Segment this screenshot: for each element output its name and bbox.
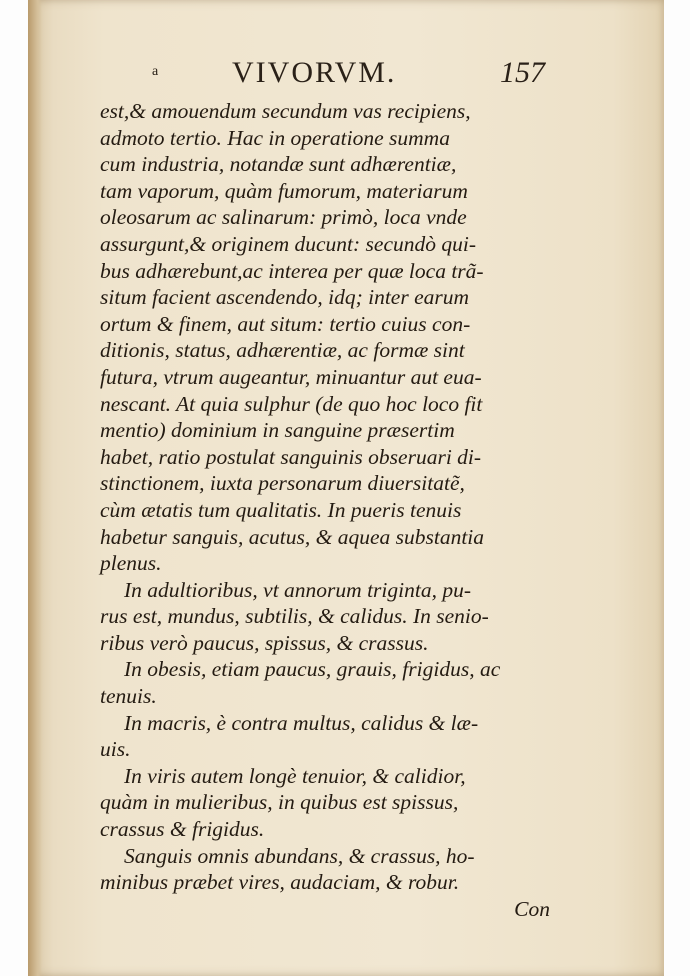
text-line: bus adhærebunt,ac interea per quæ loca trã- [100, 258, 484, 283]
text-block [100, 98, 550, 922]
page-number: 157 [500, 56, 545, 89]
paragraph-start-line: In macris, è contra multus, calidus & læ- [124, 710, 479, 735]
paragraph-start-line: In viris autem longè tenuior, & calidior, [124, 763, 466, 788]
text-line: uis. [100, 737, 131, 762]
running-title: VIVORVM. [232, 56, 397, 89]
text-line: habet, ratio postulat sanguinis obseruari di- [100, 444, 482, 469]
text-line: quàm in mulieribus, in quibus est spissus, [100, 790, 459, 815]
text-line: ortum & finem, aut situm: tertio cuius con- [100, 311, 471, 336]
text-line: admoto tertio. Hac in operatione summa [100, 125, 450, 150]
text-line: rus est, mundus, subtilis, & calidus. In senio- [100, 604, 489, 629]
text-line: tam vaporum, quàm fumorum, materiarum [100, 178, 468, 203]
paragraph-start-line: Sanguis omnis abundans, & crassus, ho- [124, 843, 475, 868]
paragraph-start-line: In obesis, etiam paucus, grauis, frigidus, ac [124, 657, 501, 682]
text-line: cùm ætatis tum qualitatis. In pueris tenuis [100, 497, 462, 522]
text-line: nescant. At quia sulphur (de quo hoc loco fit [100, 391, 483, 416]
text-line: tenuis. [100, 684, 157, 709]
page-binding-shadow [28, 0, 42, 976]
text-line: crassus & frigidus. [100, 817, 265, 842]
catchword: Con [514, 896, 550, 921]
text-line: habetur sanguis, acutus, & aquea substantia [100, 524, 485, 549]
text-line: stinctionem, iuxta personarum diuersitatẽ, [100, 471, 465, 496]
text-line: ribus verò paucus, spissus, & crassus. [100, 630, 429, 655]
text-line: cum industria, notandæ sunt adhærentiæ, [100, 152, 457, 177]
text-line: ditionis, status, adhærentiæ, ac formæ sint [100, 338, 465, 363]
text-line: mentio) dominium in sanguine præsertim [100, 418, 455, 443]
text-line: situm facient ascendendo, idq; inter earum [100, 285, 470, 310]
text-line: est,& amouendum secundum vas recipiens, [100, 99, 471, 123]
paragraph-start-line: In adultioribus, vt annorum triginta, pu- [124, 577, 471, 602]
text-line: plenus. [100, 551, 162, 576]
text-line: minibus præbet vires, audaciam, & robur. [100, 870, 460, 895]
text-line: futura, vtrum augeantur, minuantur aut eua- [100, 364, 482, 389]
signature-mark: a [152, 64, 159, 79]
running-header [0, 56, 690, 90]
text-line: oleosarum ac salinarum: primò, loca vnde [100, 205, 467, 230]
text-line: assurgunt,& originem ducunt: secundò qui- [100, 231, 477, 256]
